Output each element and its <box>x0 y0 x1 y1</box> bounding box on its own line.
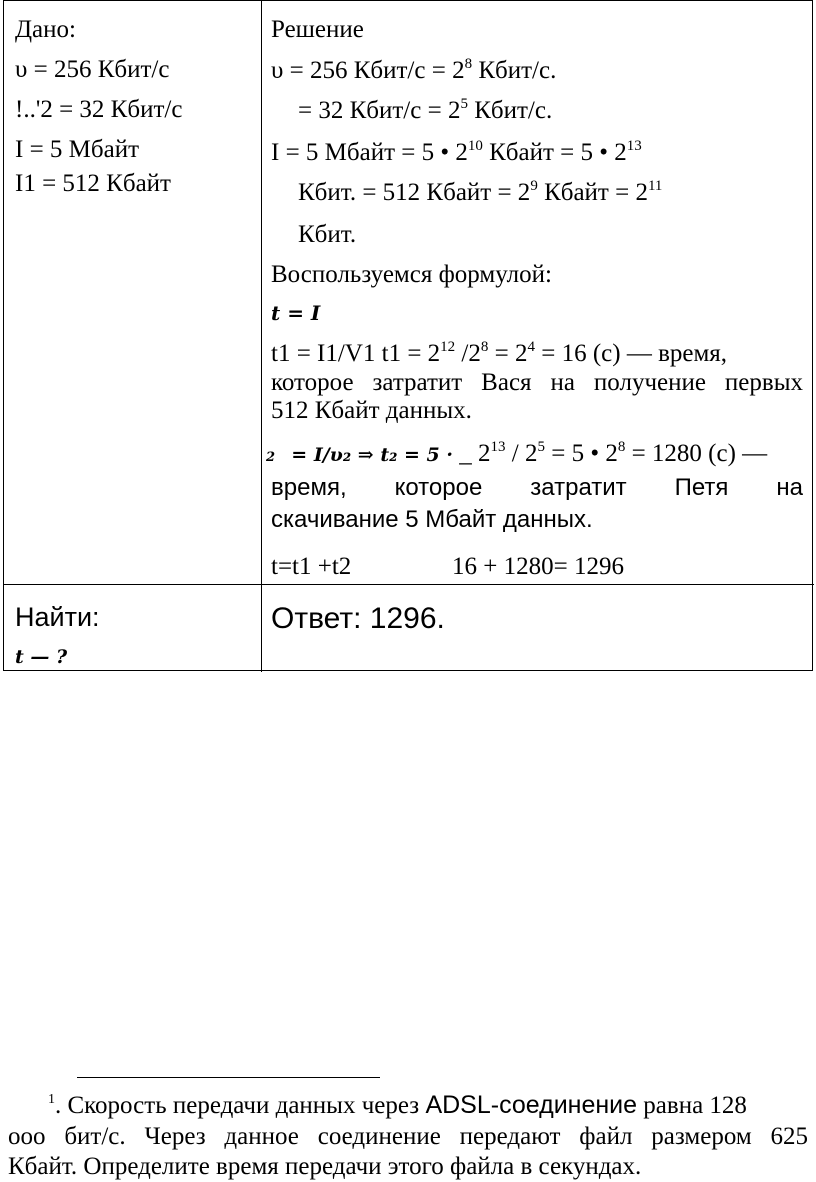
footnote-line-1: $^1$. Скорость передачи данных через ADSL-соединение равна 128 <box>48 1091 747 1119</box>
answer: Ответ: 1296. <box>271 602 445 635</box>
footnote-line-3: Кбайт. Определите время передачи этого файла в секундах. <box>8 1153 642 1180</box>
find-title: Найти: <box>15 602 100 632</box>
t2-line-3: скачивание 5 Мбайт данных. <box>271 506 593 533</box>
given-speed-2: !..'2 = 32 Кбит/с <box>15 96 183 123</box>
solution-line-3: I = 5 Мбайт = 5 • $2^{10}$ Кбайт = 5 • $2^{13}$ <box>271 138 642 166</box>
solution-line-1: υ = 256 Кбит/с = $2^8$ Кбит/с. <box>271 56 557 84</box>
find-variable: t — ? <box>15 646 68 668</box>
footnote-line-2: ооо бит/с. Через данное соединение передают файл размером 625 <box>8 1123 808 1150</box>
given-title: Дано: <box>15 16 76 43</box>
given-speed-1: υ = 256 Кбит/с <box>15 56 170 83</box>
t1-line-2: которое затратит Вася на получение первых <box>271 369 803 396</box>
t1-line-3: 512 Кбайт данных. <box>271 397 472 424</box>
t1-line-1: t1 = I1/V1 $t1 = 2^{12}$ $/2^8 = 2^4 = 16$ (с) — время, <box>271 339 728 367</box>
t2-line-2: время, которое затратит Петя на <box>271 474 803 501</box>
sum-formula: t=t1 +t2 <box>271 553 352 580</box>
column-divider <box>261 1 262 672</box>
solution-title: Решение <box>271 16 364 43</box>
solution-line-2: = 32 Кбит/с = $2^5$ Кбит/с. <box>298 96 553 124</box>
given-size-total: I = 5 Мбайт <box>15 136 140 163</box>
row-divider <box>4 584 814 585</box>
sum-value: 16 + 1280= 1296 <box>452 553 624 580</box>
solution-line-5: Кбит. <box>298 221 357 248</box>
given-size-part: I1 = 512 Кбайт <box>15 170 171 197</box>
formula: t = I <box>271 301 321 325</box>
solution-line-4: Кбит. = 512 Кбайт = $2^9$ Кбайт = $2^{11}$ <box>298 178 663 206</box>
footnote-separator <box>77 1077 380 1078</box>
t2-line-1: 2 = I/υ₂ ⇒ t₂ = 5 · _ $2^{13} / 2^5 = 5$ • $2^8 = 1280$ (с) — <box>266 439 768 467</box>
formula-intro: Воспользуемся формулой: <box>271 261 552 288</box>
